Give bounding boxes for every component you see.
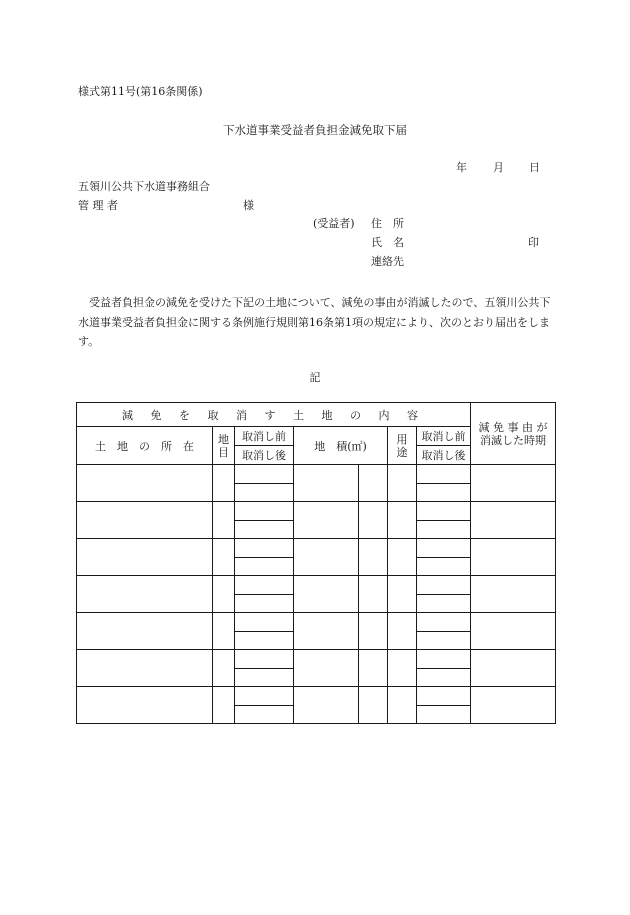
after-cell: [235, 706, 294, 724]
addressee-role: 管 理 者: [78, 199, 118, 212]
location-cell: [77, 687, 213, 724]
use-before-header: 取消し前: [417, 427, 471, 446]
use-after-cell: [417, 558, 471, 576]
addressee-honorific: 様: [243, 199, 254, 212]
reason-header-line2: 消滅した時期: [480, 433, 547, 447]
reason-cell: [471, 465, 556, 502]
table-row: [77, 650, 556, 669]
use-cell: [388, 650, 417, 687]
form-number: 様式第11号(第16条関係): [78, 85, 203, 98]
table-row: [77, 465, 556, 484]
group-header: 減 免 を 取 消 す 土 地 の 内 容: [77, 403, 471, 427]
after-cell: [235, 558, 294, 576]
table-row: [77, 539, 556, 558]
before-cell: [235, 576, 294, 595]
reason-cell: [471, 650, 556, 687]
use-header-char1: 用: [396, 432, 408, 446]
addressee-organization: 五領川公共下水道事務組合: [78, 180, 210, 193]
area-dec-cell: [359, 502, 388, 539]
reason-header: [471, 403, 556, 465]
area-int-cell: [294, 576, 359, 613]
area-int-cell: [294, 465, 359, 502]
use-cell: [388, 613, 417, 650]
area-dec-cell: [359, 650, 388, 687]
chimoku-cell: [213, 687, 235, 724]
use-before-cell: [417, 650, 471, 669]
area-dec-cell: [359, 465, 388, 502]
location-cell: [77, 613, 213, 650]
use-cell: [388, 465, 417, 502]
area-int-cell: [294, 650, 359, 687]
seal-mark: 印: [528, 236, 539, 249]
use-after-cell: [417, 632, 471, 650]
area-dec-cell: [359, 613, 388, 650]
after-cell: [235, 484, 294, 502]
body-paragraph: [78, 293, 554, 352]
chimoku-cell: [213, 613, 235, 650]
land-table: [76, 402, 556, 724]
area-int-cell: [294, 613, 359, 650]
table-row: [77, 502, 556, 521]
reason-cell: [471, 576, 556, 613]
after-cell: [235, 521, 294, 539]
location-cell: [77, 465, 213, 502]
use-after-cell: [417, 669, 471, 687]
chimoku-cell: [213, 502, 235, 539]
use-cell: [388, 687, 417, 724]
reason-cell: [471, 502, 556, 539]
contact-label: 連絡先: [371, 255, 404, 268]
area-dec-cell: [359, 687, 388, 724]
before-cell: [235, 687, 294, 706]
use-before-cell: [417, 502, 471, 521]
use-after-cell: [417, 521, 471, 539]
before-header: 取消し前: [235, 427, 294, 446]
table-row: [77, 687, 556, 706]
use-after-header: 取消し後: [417, 446, 471, 465]
after-header: 取消し後: [235, 446, 294, 465]
address-label: 住 所: [371, 217, 404, 230]
location-cell: [77, 502, 213, 539]
ki-heading: 記: [309, 371, 321, 384]
chimoku-header-char1: 地: [218, 432, 229, 446]
reason-cell: [471, 613, 556, 650]
name-label: 氏 名: [371, 236, 404, 249]
after-cell: [235, 595, 294, 613]
area-int-cell: [294, 539, 359, 576]
table-row: [77, 576, 556, 595]
use-before-cell: [417, 687, 471, 706]
use-cell: [388, 576, 417, 613]
use-after-cell: [417, 484, 471, 502]
reason-header-line1: 減 免 事 由 が: [478, 420, 548, 434]
location-header: 土 地 の 所 在: [77, 427, 213, 465]
after-cell: [235, 632, 294, 650]
table-row: [77, 613, 556, 632]
chimoku-cell: [213, 576, 235, 613]
area-int-cell: [294, 687, 359, 724]
use-before-cell: [417, 465, 471, 484]
date-year-label: 年: [456, 161, 467, 174]
use-cell: [388, 539, 417, 576]
use-header: [388, 427, 417, 465]
date-day-label: 日: [529, 161, 540, 174]
use-header-char2: 途: [396, 445, 408, 459]
body-text: 受益者負担金の減免を受けた下記の土地について、減免の事由が消滅したので、五領川公共下水道事業受益者負担金に関する条例施行規則第16条第1項の規定により、次のとおり届出をします。: [78, 296, 551, 348]
before-cell: [235, 613, 294, 632]
page-title: 下水道事業受益者負担金減免取下届: [223, 123, 407, 137]
reason-cell: [471, 539, 556, 576]
location-cell: [77, 576, 213, 613]
chimoku-cell: [213, 650, 235, 687]
location-cell: [77, 539, 213, 576]
use-after-cell: [417, 706, 471, 724]
reason-cell: [471, 687, 556, 724]
before-cell: [235, 650, 294, 669]
chimoku-header: [213, 427, 235, 465]
use-before-cell: [417, 613, 471, 632]
use-before-cell: [417, 576, 471, 595]
use-after-cell: [417, 595, 471, 613]
after-cell: [235, 669, 294, 687]
date-month-label: 月: [493, 161, 504, 174]
use-before-cell: [417, 539, 471, 558]
applicant-label: (受益者): [313, 217, 355, 230]
chimoku-cell: [213, 465, 235, 502]
chimoku-cell: [213, 539, 235, 576]
before-cell: [235, 465, 294, 484]
area-header: 地 積(㎡): [294, 427, 388, 465]
area-int-cell: [294, 502, 359, 539]
area-dec-cell: [359, 576, 388, 613]
chimoku-header-char2: 目: [218, 445, 229, 459]
area-dec-cell: [359, 539, 388, 576]
use-cell: [388, 502, 417, 539]
before-cell: [235, 539, 294, 558]
before-cell: [235, 502, 294, 521]
location-cell: [77, 650, 213, 687]
